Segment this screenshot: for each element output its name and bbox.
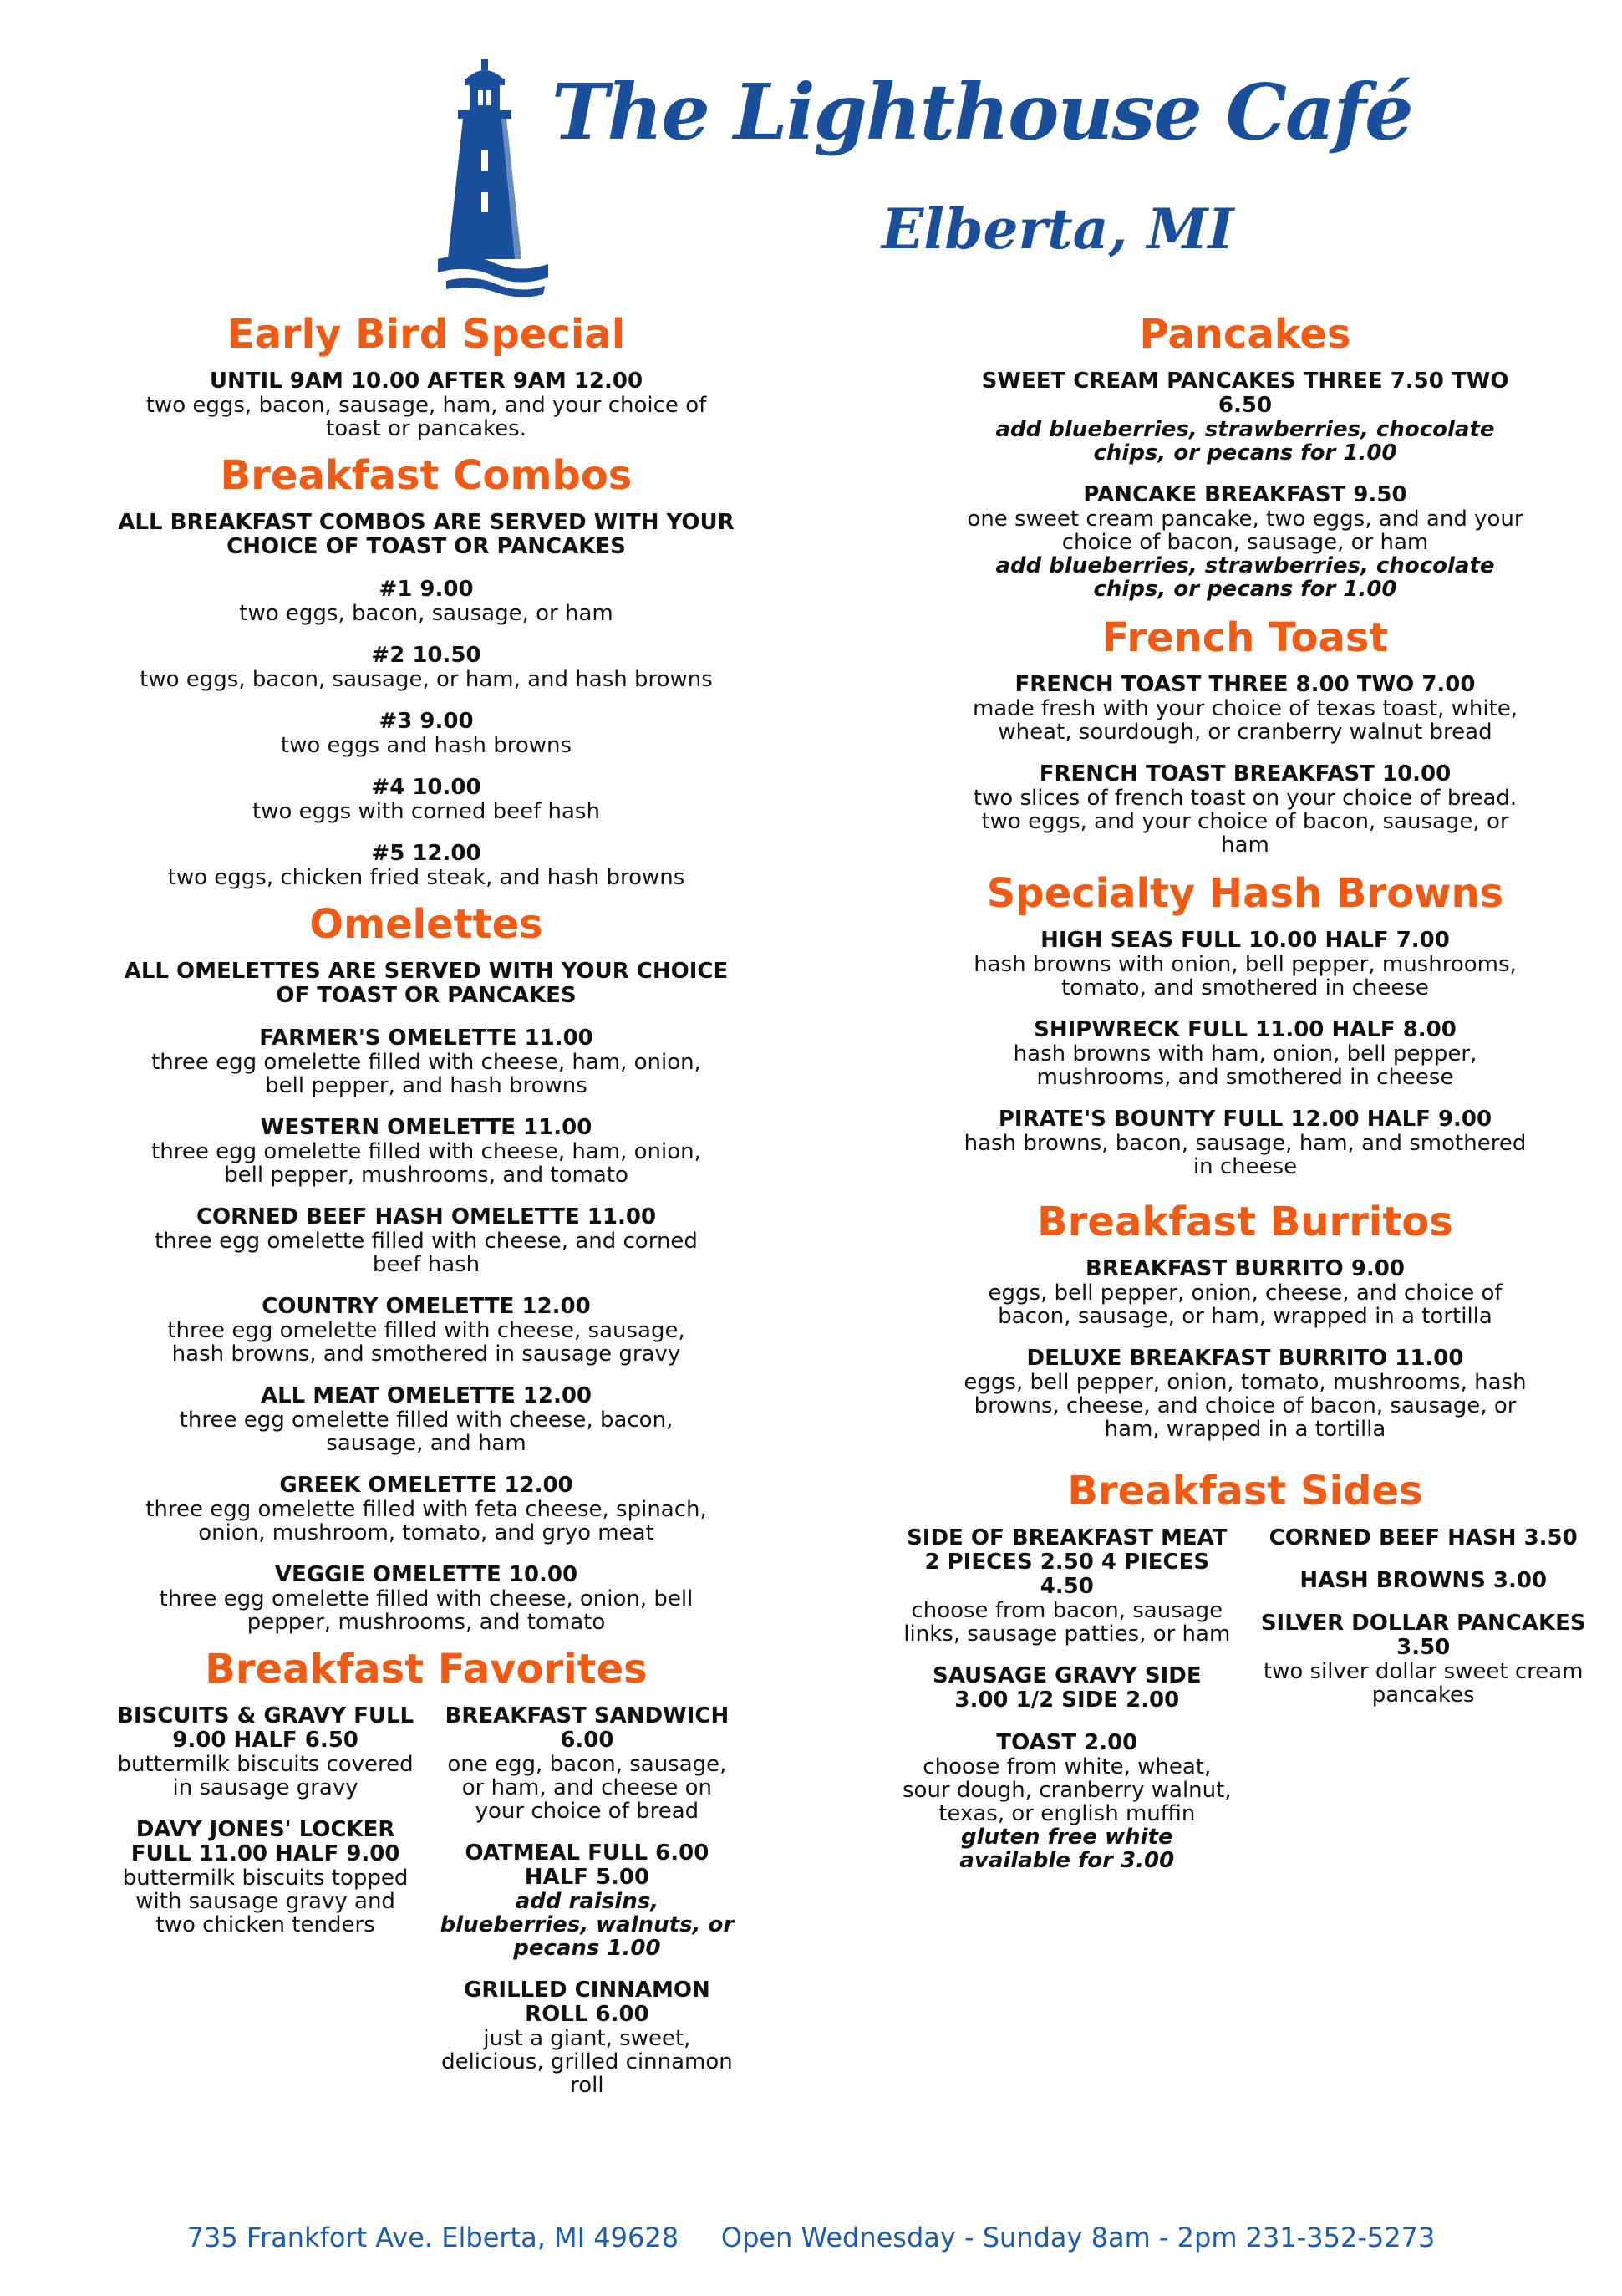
section-title: Early Bird Special	[226, 311, 626, 358]
menu-item	[903, 1664, 1232, 1713]
item-name: COUNTRY OMELETTE 12.00	[262, 1294, 591, 1319]
item-description: buttermilk biscuits topped with sausage gravy and two chicken tenders	[122, 1866, 409, 1937]
menu-item	[903, 1018, 1588, 1089]
item-note: add blueberries, strawberries, chocolate chips, or pecans for 1.00	[995, 553, 1495, 602]
item-description: three egg omelette filled with cheese, bacon, sausage, and ham	[179, 1408, 674, 1456]
item-description: choose from white, wheat, sour dough, cranberry walnut, texas, or english muffin	[903, 1754, 1232, 1826]
section-title: Breakfast Burritos	[1037, 1199, 1453, 1245]
sides-right	[1258, 1526, 1588, 1891]
menu-item	[903, 1526, 1232, 1646]
section-intro	[58, 511, 794, 559]
item-name: #5 12.00	[371, 841, 481, 866]
menu-item	[903, 762, 1588, 857]
item-description: three egg omelette filled with cheese, sausage, hash browns, and smothered in sausage gravy	[167, 1318, 685, 1367]
item-description: hash browns with onion, bell pepper, mushrooms, tomato, and smothered in cheese	[974, 952, 1517, 1000]
section-omelettes	[58, 899, 794, 1634]
item-name: DELUXE BREAKFAST BURRITO 11.00	[1026, 1346, 1464, 1371]
item-name: CORNED BEEF HASH OMELETTE 11.00	[196, 1204, 657, 1229]
item-description: three egg omelette filled with feta cheese, spinach, onion, mushroom, tomato, and gryo meat	[145, 1497, 707, 1545]
menu-item	[58, 1474, 794, 1545]
menu-item	[58, 776, 794, 823]
lighthouse-logo	[435, 59, 552, 297]
item-description: eggs, bell pepper, onion, tomato, mushrooms, hash browns, cheese, and choice of bacon, sausage, or ham, wrapped in a tortilla	[964, 1370, 1527, 1442]
item-name: PANCAKE BREAKFAST 9.50	[1083, 482, 1407, 507]
item-description: three egg omelette filled with cheese, and corned beef hash	[155, 1229, 698, 1277]
menu-item	[903, 1731, 1232, 1872]
menu-item	[117, 1704, 414, 1800]
sides-grid	[903, 1526, 1588, 1891]
menu-item	[903, 673, 1588, 744]
item-description: three egg omelette filled with cheese, onion, bell pepper, mushrooms, and tomato	[159, 1586, 694, 1635]
menu-item	[58, 644, 794, 691]
item-description: eggs, bell pepper, onion, cheese, and choice of bacon, sausage, or ham, wrapped in a tortilla	[988, 1280, 1503, 1329]
item-name: DAVY JONES' LOCKER FULL 11.00 HALF 9.00	[130, 1817, 400, 1866]
item-name: #2 10.50	[371, 643, 481, 668]
intro-text: ALL BREAKFAST COMBOS ARE SERVED WITH YOUR CHOICE OF TOAST OR PANCAKES	[118, 510, 735, 559]
item-name: GREEK OMELETTE 12.00	[279, 1473, 573, 1498]
item-description: one sweet cream pancake, two eggs, and and your choice of bacon, sausage, or ham	[967, 507, 1523, 555]
section-sides	[903, 1466, 1588, 1891]
item-name: FRENCH TOAST THREE 8.00 TWO 7.00	[1014, 672, 1476, 697]
item-name: #3 9.00	[379, 709, 474, 734]
menu-item	[439, 1978, 735, 2097]
menu-item	[58, 1205, 794, 1276]
section-title: Breakfast Sides	[1067, 1468, 1423, 1515]
menu-item	[903, 929, 1588, 1000]
menu-item	[58, 578, 794, 625]
item-name: SWEET CREAM PANCAKES THREE 7.50 TWO 6.50	[981, 369, 1509, 418]
item-description: two eggs, bacon, sausage, or ham, and hash browns	[140, 667, 713, 692]
section-hash-browns	[903, 868, 1588, 1179]
item-description: two silver dollar sweet cream pancakes	[1263, 1659, 1584, 1708]
menu-item	[903, 1107, 1588, 1179]
item-note: add raisins, blueberries, walnuts, or pecans 1.00	[440, 1889, 735, 1961]
menu-item	[58, 1116, 794, 1187]
favorites-left	[117, 1704, 414, 2115]
item-name: PIRATE'S BOUNTY FULL 12.00 HALF 9.00	[998, 1107, 1492, 1132]
section-pancakes	[903, 309, 1588, 601]
menu-item	[903, 369, 1588, 465]
section-intro	[58, 960, 794, 1008]
menu-item	[1258, 1569, 1588, 1593]
item-description: three egg omelette filled with cheese, ham, onion, bell pepper, mushrooms, and tomato	[151, 1139, 701, 1188]
cafe-name: The Lighthouse Café	[552, 67, 1412, 157]
item-name: #4 10.00	[371, 775, 481, 800]
cafe-city: Elberta, MI	[882, 196, 1234, 262]
item-name: WESTERN OMELETTE 11.00	[260, 1115, 592, 1140]
menu-item	[439, 1704, 735, 1823]
section-title: Breakfast Combos	[220, 452, 633, 499]
section-french-toast	[903, 613, 1588, 857]
item-name: BREAKFAST BURRITO 9.00	[1086, 1256, 1405, 1281]
section-early-bird	[58, 309, 794, 440]
item-name: SHIPWRECK FULL 11.00 HALF 8.00	[1034, 1017, 1457, 1042]
item-description: two eggs, chicken fried steak, and hash browns	[167, 865, 685, 890]
right-column	[903, 309, 1588, 1891]
menu-item	[58, 1563, 794, 1634]
item-name: FRENCH TOAST BREAKFAST 10.00	[1039, 761, 1452, 787]
sides-left	[903, 1526, 1232, 1891]
item-name: BISCUITS & GRAVY FULL 9.00 HALF 6.50	[117, 1703, 414, 1753]
menu-item	[58, 1295, 794, 1366]
item-name: FARMER'S OMELETTE 11.00	[259, 1026, 593, 1051]
item-description: just a giant, sweet, delicious, grilled cinnamon roll	[441, 2026, 733, 2098]
menu-item	[117, 1818, 414, 1937]
menu-item	[58, 369, 794, 440]
section-combos	[58, 451, 794, 889]
menu-item	[58, 1026, 794, 1097]
item-name: SAUSAGE GRAVY SIDE 3.00 1/2 SIDE 2.00	[932, 1663, 1202, 1713]
item-description: two eggs and hash browns	[280, 733, 572, 758]
menu-item	[903, 483, 1588, 601]
item-name: ALL MEAT OMELETTE 12.00	[260, 1383, 592, 1408]
item-description: three egg omelette filled with cheese, ham, onion, bell pepper, and hash browns	[151, 1050, 701, 1098]
intro-text: ALL OMELETTES ARE SERVED WITH YOUR CHOICE OF TOAST OR PANCAKES	[124, 959, 729, 1008]
menu-item	[903, 1257, 1588, 1328]
favorites-right	[439, 1704, 735, 2115]
section-favorites	[58, 1644, 794, 2115]
item-name: VEGGIE OMELETTE 10.00	[274, 1562, 578, 1587]
item-note: gluten free white available for 3.00	[959, 1825, 1175, 1873]
footer-address-hours: 735 Frankfort Ave. Elberta, MI 49628 Open Wednesday - Sunday 8am - 2pm 231-352-5273	[186, 2222, 1436, 2253]
section-title: Breakfast Favorites	[205, 1646, 648, 1693]
item-name: GRILLED CINNAMON ROLL 6.00	[464, 1978, 710, 2027]
item-description: hash browns with ham, onion, bell pepper, mushrooms, and smothered in cheese	[1013, 1041, 1477, 1090]
item-description: two eggs, bacon, sausage, ham, and your choice of toast or pancakes.	[145, 393, 707, 441]
item-description: made fresh with your choice of texas toast, white, wheat, sourdough, or cranberry walnut bread	[972, 696, 1518, 745]
item-name: BREAKFAST SANDWICH 6.00	[445, 1703, 730, 1753]
item-description: two eggs, bacon, sausage, or ham	[239, 601, 613, 626]
item-description: buttermilk biscuits covered in sausage gravy	[117, 1752, 414, 1800]
favorites-grid	[58, 1704, 794, 2115]
item-name: UNTIL 9AM 10.00 AFTER 9AM 12.00	[209, 369, 643, 394]
item-name: SIDE OF BREAKFAST MEAT 2 PIECES 2.50 4 PIECES 4.50	[907, 1525, 1228, 1599]
item-description: two slices of french toast on your choice of bread. two eggs, and your choice of bacon, sausage, or ham	[973, 786, 1518, 858]
header	[435, 59, 1412, 301]
item-name: OATMEAL FULL 6.00 HALF 5.00	[465, 1840, 709, 1890]
item-description: choose from bacon, sausage links, sausage patties, or ham	[903, 1598, 1231, 1647]
item-description: two eggs with corned beef hash	[252, 799, 600, 824]
item-description: hash browns, bacon, sausage, ham, and smothered in cheese	[964, 1131, 1527, 1179]
section-burritos	[903, 1197, 1588, 1441]
section-title: Specialty Hash Browns	[986, 870, 1504, 917]
item-name: TOAST 2.00	[996, 1730, 1138, 1755]
item-name: HASH BROWNS 3.00	[1299, 1568, 1548, 1593]
menu-item	[58, 710, 794, 757]
item-name: #1 9.00	[379, 577, 474, 602]
menu-item	[58, 842, 794, 889]
item-name: CORNED BEEF HASH 3.50	[1269, 1525, 1578, 1550]
menu-item	[1258, 1611, 1588, 1707]
section-title: Omelettes	[309, 901, 543, 948]
item-name: SILVER DOLLAR PANCAKES 3.50	[1260, 1611, 1586, 1660]
left-column	[58, 309, 794, 2115]
menu-item	[58, 1384, 794, 1455]
item-description: one egg, bacon, sausage, or ham, and cheese on your choice of bread	[447, 1752, 727, 1824]
menu-item	[439, 1841, 735, 1960]
item-name: HIGH SEAS FULL 10.00 HALF 7.00	[1040, 928, 1450, 953]
item-note: add blueberries, strawberries, chocolate chips, or pecans for 1.00	[995, 417, 1495, 466]
section-title: French Toast	[1101, 614, 1389, 661]
menu-item	[1258, 1526, 1588, 1550]
section-title: Pancakes	[1139, 311, 1351, 358]
menu-item	[903, 1347, 1588, 1441]
